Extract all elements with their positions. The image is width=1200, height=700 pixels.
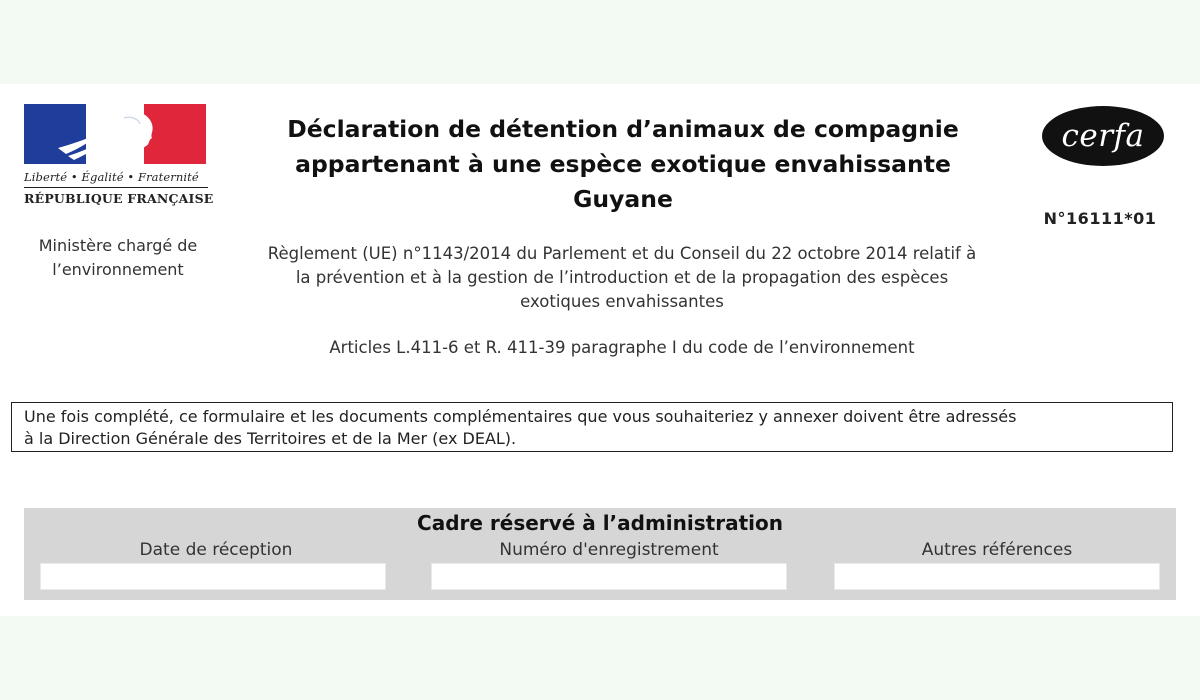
articles-reference: Articles L.411-6 et R. 411-39 paragraphe I du code de l’environnement <box>329 338 915 357</box>
other-references-label: Autres références <box>921 540 1073 560</box>
form-page <box>0 84 1200 616</box>
cerfa-logo <box>1042 106 1164 166</box>
other-references-field[interactable] <box>834 563 1160 590</box>
regulation-line: Règlement (UE) n°1143/2014 du Parlement et du Conseil du 22 octobre 2014 relatif à <box>267 244 977 263</box>
reception-date-label: Date de réception <box>139 540 293 560</box>
regulation-line: la prévention et à la gestion de l’introduction et de la propagation des espèces <box>295 268 949 287</box>
admin-box-title: Cadre réservé à l’administration <box>417 511 783 535</box>
republic-motto: Liberté • Égalité • Fraternité <box>24 170 199 184</box>
republic-name: RÉPUBLIQUE FRANÇAISE <box>24 191 214 206</box>
regulation-text <box>224 242 1020 314</box>
ministry-line: l’environnement <box>52 260 184 279</box>
cerfa-logo-text: cerfa <box>1061 118 1145 154</box>
notice-line: Une fois complété, ce formulaire et les documents complémentaires que vous souhaiteriez y annexer doivent être adressés <box>24 407 1017 426</box>
form-title-line: Guyane <box>573 185 673 213</box>
republique-francaise-logo <box>24 104 214 206</box>
notice-line: à la Direction Générale des Territoires et de la Mer (ex DEAL). <box>24 429 517 448</box>
ministry-label <box>20 234 216 282</box>
form-title <box>230 112 1016 217</box>
notice-box <box>11 402 1173 452</box>
ministry-line: Ministère chargé de <box>38 236 198 255</box>
marianne-flag-icon <box>24 104 206 164</box>
logo-divider <box>24 187 208 188</box>
registration-number-label: Numéro d'enregistrement <box>499 540 719 560</box>
regulation-line: exotiques envahissantes <box>520 292 724 311</box>
form-title-line: Déclaration de détention d’animaux de compagnie <box>287 115 959 143</box>
reception-date-field[interactable] <box>40 563 386 590</box>
admin-reserved-box <box>24 508 1176 600</box>
registration-number-field[interactable] <box>431 563 787 590</box>
cerfa-number: N°16111*01 <box>1043 209 1157 228</box>
form-title-line: appartenant à une espèce exotique envahissante <box>295 150 951 178</box>
